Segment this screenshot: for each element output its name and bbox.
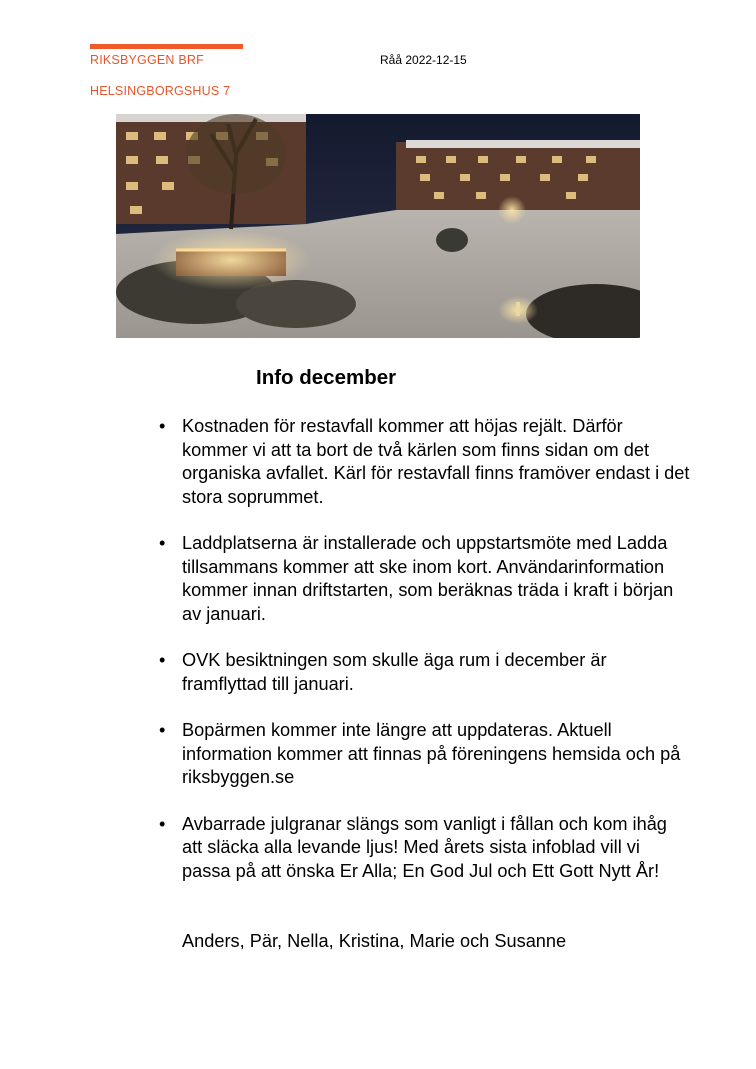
list-item-text: Laddplatserna är installerade och uppstartsmöte med Ladda tillsammans kommer att ske inom kort. Användarinformation kommer innan driftstarten, som beräknas träda i kraft i början av januari. bbox=[182, 533, 674, 624]
list-item bbox=[150, 813, 690, 884]
bullet-marker: • bbox=[159, 416, 166, 436]
list-item-text: Bopärmen kommer inte längre att uppdateras. Aktuell information kommer att finnas på föreningens hemsida och på riksbyggen.se bbox=[182, 720, 681, 787]
list-item bbox=[150, 649, 690, 696]
signature: Anders, Pär, Nella, Kristina, Marie och Susanne bbox=[182, 931, 567, 951]
list-item-text: OVK besiktningen som skulle äga rum i december är framflyttad till januari. bbox=[182, 650, 607, 694]
list-item-text: Avbarrade julgranar slängs som vanligt i fållan och kom ihåg att släcka alla levande ljus! Med årets sista infoblad vill vi passa på att önska Er Alla; En God Jul och Ett Gott Nytt År! bbox=[182, 813, 667, 881]
page-title: Info december bbox=[256, 366, 397, 389]
list-item-text: Kostnaden för restavfall kommer att höjas rejält. Därför kommer vi att ta bort de två kärlen som finns sidan om det organiska avfallet. Kärl för restavfall finns framöver endast i det stora soprummet. bbox=[182, 416, 690, 507]
place-date: Råå 2022-12-15 bbox=[380, 53, 467, 67]
org-name-line1: RIKSBYGGEN BRF bbox=[90, 53, 204, 67]
bullet-marker: • bbox=[159, 650, 166, 670]
list-item bbox=[150, 415, 690, 509]
header-accent-bar bbox=[90, 44, 243, 49]
list-item bbox=[150, 719, 690, 790]
courtyard-night-photo bbox=[116, 114, 640, 338]
bullet-marker: • bbox=[159, 533, 166, 553]
info-bullet-list bbox=[150, 415, 690, 906]
bullet-marker: • bbox=[159, 720, 166, 740]
org-name-line2: HELSINGBORGSHUS 7 bbox=[90, 84, 231, 98]
list-item bbox=[150, 532, 690, 626]
bullet-marker: • bbox=[159, 813, 166, 834]
